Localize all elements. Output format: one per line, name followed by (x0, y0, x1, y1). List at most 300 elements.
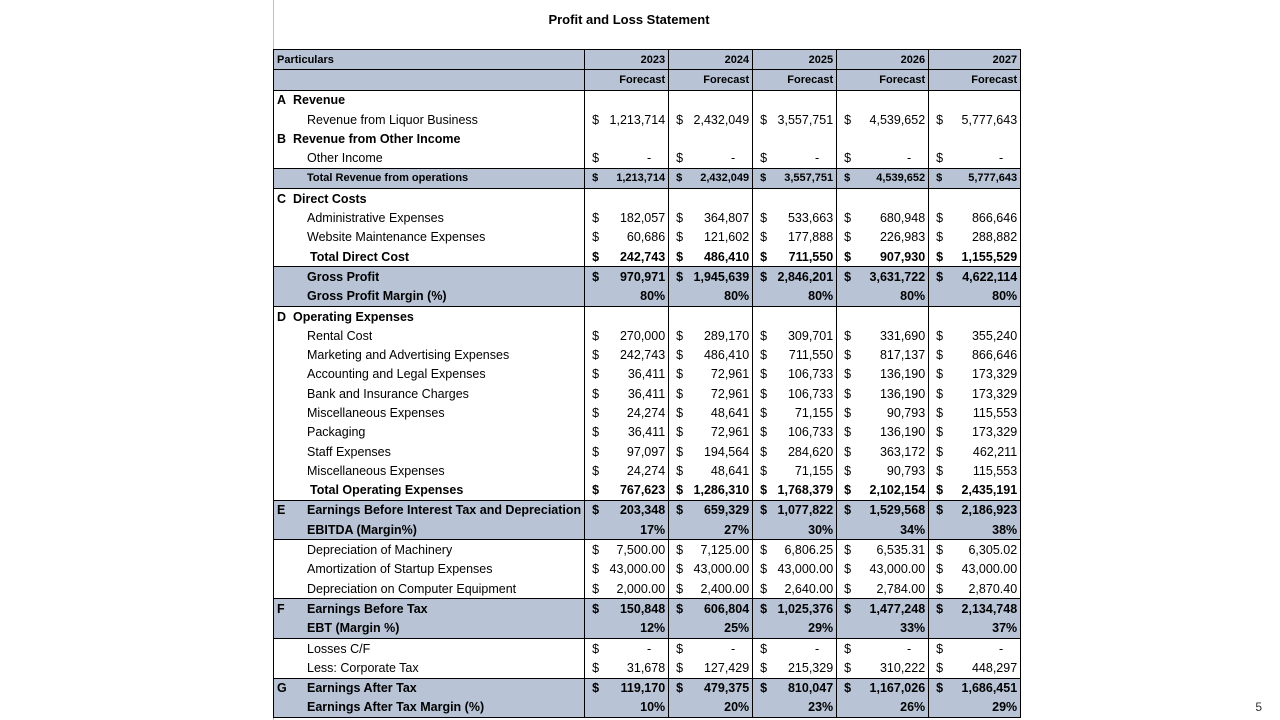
amount: 43,000.00 (777, 562, 834, 577)
header-row-years (274, 50, 1021, 70)
amount: 43,000.00 (961, 562, 1018, 577)
row-label: Earnings After Tax (307, 681, 417, 696)
row-label: Miscellaneous Expenses (307, 405, 445, 420)
currency-symbol: $ (844, 112, 852, 127)
amount: 284,620 (787, 444, 834, 459)
header-blank (274, 70, 585, 90)
amount: 1,167,026 (869, 681, 926, 696)
value-cell (669, 90, 753, 110)
amount: 355,240 (971, 328, 1018, 343)
currency-symbol: $ (760, 641, 768, 656)
amount: 2,870.40 (968, 581, 1018, 596)
section-letter (277, 346, 291, 364)
section-letter (277, 365, 291, 383)
section-letter (277, 640, 291, 658)
amount: - (814, 151, 820, 166)
amount: 72,961 (710, 386, 750, 401)
section-letter (277, 404, 291, 422)
value-cell (669, 500, 753, 520)
amount: 2,432,049 (693, 112, 750, 127)
value-cell (837, 326, 929, 345)
currency-symbol: $ (760, 328, 768, 343)
value-cell (585, 365, 669, 384)
currency-symbol: $ (760, 230, 768, 245)
value-cell (929, 638, 1021, 658)
row-label-cell (274, 267, 585, 287)
value-cell (669, 540, 753, 560)
row-label-cell (274, 306, 585, 326)
table-row (274, 148, 1021, 168)
value-cell (929, 384, 1021, 403)
amount: 97,097 (626, 444, 666, 459)
amount: 606,804 (703, 601, 750, 616)
amount: 136,190 (879, 367, 926, 382)
value-cell: 23% (753, 698, 837, 718)
row-label: Earnings After Tax Margin (%) (307, 700, 485, 715)
section-letter (277, 169, 291, 187)
value-cell (837, 500, 929, 520)
value-cell: 37% (929, 619, 1021, 639)
currency-symbol: $ (592, 444, 600, 459)
row-label: Operating Expenses (293, 309, 414, 324)
amount: 177,888 (787, 230, 834, 245)
value-cell (753, 481, 837, 501)
amount: 817,137 (879, 348, 926, 363)
value-cell (585, 481, 669, 501)
table-row (274, 365, 1021, 384)
currency-symbol: $ (592, 483, 600, 498)
currency-symbol: $ (676, 405, 684, 420)
amount: 364,807 (703, 211, 750, 226)
amount: - (646, 151, 652, 166)
amount: 1,077,822 (777, 503, 834, 518)
value-cell (753, 326, 837, 345)
row-label: Gross Profit (307, 269, 380, 284)
currency-symbol: $ (676, 249, 684, 264)
currency-symbol: $ (760, 151, 768, 166)
header-forecast: Forecast (585, 70, 669, 90)
value-cell (929, 442, 1021, 461)
section-letter: E (277, 503, 286, 518)
currency-symbol: $ (760, 269, 768, 284)
amount: 3,557,751 (784, 172, 834, 185)
row-label-cell (274, 168, 585, 188)
value-cell (929, 560, 1021, 579)
amount: 4,539,652 (869, 112, 926, 127)
table-row (274, 403, 1021, 422)
value-cell (837, 442, 929, 461)
table-row (274, 442, 1021, 461)
value-cell (669, 403, 753, 422)
section-letter (277, 541, 291, 559)
value-cell (837, 461, 929, 480)
currency-symbol: $ (844, 681, 852, 696)
currency-symbol: $ (936, 249, 944, 264)
value-cell (929, 461, 1021, 480)
value-cell (753, 267, 837, 287)
section-letter (277, 268, 291, 286)
amount: 3,557,751 (777, 112, 834, 127)
currency-symbol: $ (760, 503, 768, 518)
value-cell (929, 129, 1021, 148)
currency-symbol: $ (844, 463, 852, 478)
amount: 115,553 (972, 405, 1018, 420)
amount: 226,983 (879, 230, 926, 245)
value-cell (669, 345, 753, 364)
currency-symbol: $ (936, 386, 944, 401)
currency-symbol: $ (760, 367, 768, 382)
table-row (274, 678, 1021, 698)
row-label: Total Operating Expenses (310, 483, 464, 498)
currency-symbol: $ (844, 660, 852, 675)
currency-symbol: $ (760, 660, 768, 675)
row-label-cell (274, 208, 585, 227)
currency-symbol: $ (592, 151, 600, 166)
value-cell (929, 678, 1021, 698)
currency-symbol: $ (592, 425, 600, 440)
row-label: Gross Profit Margin (%) (307, 289, 447, 304)
value-cell (585, 599, 669, 619)
amount: 43,000.00 (693, 562, 750, 577)
profit-loss-table (273, 49, 1021, 718)
value-cell: 30% (753, 520, 837, 540)
currency-symbol: $ (936, 444, 944, 459)
value-cell: 25% (669, 619, 753, 639)
value-cell (669, 168, 753, 188)
row-label-cell (274, 110, 585, 129)
value-cell (669, 306, 753, 326)
value-cell (753, 208, 837, 227)
value-cell (753, 129, 837, 148)
table-row (274, 384, 1021, 403)
currency-symbol: $ (936, 601, 944, 616)
row-label-cell (274, 560, 585, 579)
section-letter: A (277, 93, 287, 108)
row-label: Website Maintenance Expenses (307, 230, 486, 245)
row-label-cell (274, 365, 585, 384)
row-label-cell (274, 540, 585, 560)
amount: 36,411 (627, 367, 666, 382)
header-year: 2025 (753, 50, 837, 70)
value-cell (929, 481, 1021, 501)
value-cell (669, 148, 753, 168)
value-cell (753, 247, 837, 267)
currency-symbol: $ (760, 211, 768, 226)
value-cell (753, 345, 837, 364)
value-cell (929, 208, 1021, 227)
value-cell (585, 306, 669, 326)
value-cell (669, 678, 753, 698)
header-row-forecast (274, 70, 1021, 90)
row-label-cell (274, 461, 585, 480)
amount: 363,172 (879, 444, 926, 459)
currency-symbol: $ (844, 405, 852, 420)
value-cell (753, 638, 837, 658)
currency-symbol: $ (760, 386, 768, 401)
currency-symbol: $ (676, 641, 684, 656)
value-cell (929, 267, 1021, 287)
amount: 71,155 (794, 405, 834, 420)
value-cell (669, 110, 753, 129)
currency-symbol: $ (936, 211, 944, 226)
section-letter (277, 228, 291, 246)
table-row (274, 560, 1021, 579)
currency-symbol: $ (592, 386, 600, 401)
amount: 3,631,722 (869, 269, 926, 284)
amount: 173,329 (971, 386, 1018, 401)
currency-symbol: $ (936, 269, 944, 284)
value-cell: 20% (669, 698, 753, 718)
amount: 309,701 (787, 328, 834, 343)
table-row (274, 267, 1021, 287)
currency-symbol: $ (936, 367, 944, 382)
value-cell (753, 678, 837, 698)
currency-symbol: $ (844, 483, 852, 498)
value-cell (837, 247, 929, 267)
value-cell (837, 345, 929, 364)
amount: 448,297 (971, 660, 1018, 675)
value-cell (669, 442, 753, 461)
amount: 486,410 (703, 249, 750, 264)
value-cell (585, 267, 669, 287)
currency-symbol: $ (760, 483, 768, 498)
row-label: Revenue (293, 93, 346, 108)
table-row (274, 110, 1021, 129)
row-label: Miscellaneous Expenses (307, 463, 445, 478)
table-row (274, 189, 1021, 209)
value-cell (669, 247, 753, 267)
header-forecast: Forecast (929, 70, 1021, 90)
value-cell (753, 540, 837, 560)
value-cell: 17% (585, 520, 669, 540)
currency-symbol: $ (844, 367, 852, 382)
value-cell (837, 384, 929, 403)
section-letter (277, 462, 291, 480)
value-cell: 80% (669, 287, 753, 307)
value-cell (753, 461, 837, 480)
section-letter (277, 149, 291, 167)
section-letter (277, 698, 291, 716)
amount: 907,930 (879, 249, 926, 264)
currency-symbol: $ (844, 386, 852, 401)
amount: 1,686,451 (961, 681, 1018, 696)
row-label: Staff Expenses (307, 444, 391, 459)
value-cell (585, 384, 669, 403)
section-letter (277, 560, 291, 578)
currency-symbol: $ (936, 483, 944, 498)
table-row (274, 326, 1021, 345)
amount: 106,733 (787, 367, 834, 382)
currency-symbol: $ (592, 172, 599, 185)
table-row (274, 461, 1021, 480)
amount: 106,733 (787, 425, 834, 440)
currency-symbol: $ (676, 328, 684, 343)
row-label-cell (274, 638, 585, 658)
value-cell (929, 168, 1021, 188)
value-cell (837, 678, 929, 698)
row-label-cell (274, 228, 585, 247)
value-cell (929, 228, 1021, 247)
value-cell (669, 129, 753, 148)
currency-symbol: $ (592, 405, 600, 420)
table-row (274, 658, 1021, 678)
section-letter (277, 580, 291, 598)
amount: 2,186,923 (961, 503, 1018, 518)
value-cell (585, 579, 669, 599)
page-number: 5 (1255, 700, 1262, 714)
amount: 60,686 (626, 230, 666, 245)
value-cell (585, 442, 669, 461)
currency-symbol: $ (676, 503, 684, 518)
row-label-cell (274, 698, 585, 718)
table-row (274, 247, 1021, 267)
currency-symbol: $ (676, 543, 684, 558)
currency-symbol: $ (760, 681, 768, 696)
currency-symbol: $ (844, 444, 852, 459)
currency-symbol: $ (936, 463, 944, 478)
value-cell (585, 228, 669, 247)
row-label: Accounting and Legal Expenses (307, 367, 486, 382)
header-year: 2024 (669, 50, 753, 70)
amount: 2,435,191 (961, 483, 1018, 498)
value-cell (669, 461, 753, 480)
value-cell (669, 579, 753, 599)
value-cell (585, 326, 669, 345)
value-cell (585, 208, 669, 227)
currency-symbol: $ (936, 405, 944, 420)
row-label-cell (274, 658, 585, 678)
value-cell (669, 481, 753, 501)
row-label: Earnings Before Interest Tax and Depreciation (307, 503, 582, 518)
value-cell: 27% (669, 520, 753, 540)
table-row (274, 481, 1021, 501)
table-row (274, 129, 1021, 148)
currency-symbol: $ (592, 328, 600, 343)
value-cell (585, 403, 669, 422)
currency-symbol: $ (844, 641, 852, 656)
section-letter (277, 248, 291, 266)
row-label-cell (274, 247, 585, 267)
currency-symbol: $ (936, 641, 944, 656)
value-cell (837, 599, 929, 619)
amount: 115,553 (972, 463, 1018, 478)
value-cell (669, 560, 753, 579)
currency-symbol: $ (844, 543, 852, 558)
value-cell (837, 228, 929, 247)
currency-symbol: $ (760, 249, 768, 264)
value-cell (837, 638, 929, 658)
section-letter (277, 209, 291, 227)
currency-symbol: $ (936, 425, 944, 440)
row-label-cell (274, 189, 585, 209)
row-label: Packaging (307, 425, 366, 440)
table-row (274, 287, 1021, 307)
currency-symbol: $ (592, 601, 600, 616)
value-cell (837, 189, 929, 209)
currency-symbol: $ (676, 425, 684, 440)
currency-symbol: $ (592, 211, 600, 226)
currency-symbol: $ (844, 172, 851, 185)
table-row (274, 638, 1021, 658)
currency-symbol: $ (844, 211, 852, 226)
value-cell (669, 423, 753, 442)
value-cell (837, 560, 929, 579)
section-letter (277, 385, 291, 403)
amount: 194,564 (703, 444, 750, 459)
value-cell (837, 267, 929, 287)
value-cell (837, 148, 929, 168)
row-label: EBITDA (Margin%) (307, 522, 417, 537)
table-row (274, 619, 1021, 639)
currency-symbol: $ (936, 172, 943, 185)
value-cell (837, 403, 929, 422)
currency-symbol: $ (592, 581, 600, 596)
row-label: Less: Corporate Tax (307, 660, 419, 675)
value-cell (585, 423, 669, 442)
amount: 486,410 (703, 348, 750, 363)
currency-symbol: $ (676, 230, 684, 245)
currency-symbol: $ (676, 367, 684, 382)
table-row (274, 90, 1021, 110)
currency-symbol: $ (844, 503, 852, 518)
currency-symbol: $ (592, 543, 600, 558)
currency-symbol: $ (760, 601, 768, 616)
table-row (274, 599, 1021, 619)
currency-symbol: $ (844, 249, 852, 264)
currency-symbol: $ (676, 151, 684, 166)
value-cell (837, 110, 929, 129)
value-cell (753, 168, 837, 188)
value-cell (929, 500, 1021, 520)
value-cell (929, 658, 1021, 678)
value-cell: 26% (837, 698, 929, 718)
currency-symbol: $ (592, 112, 600, 127)
row-label-cell (274, 481, 585, 501)
currency-symbol: $ (936, 681, 944, 696)
currency-symbol: $ (760, 444, 768, 459)
amount: 6,806.25 (784, 543, 834, 558)
amount: 121,602 (703, 230, 750, 245)
amount: 36,411 (627, 386, 666, 401)
row-label-cell (274, 287, 585, 307)
amount: 203,348 (619, 503, 666, 518)
table-row (274, 423, 1021, 442)
currency-symbol: $ (760, 562, 768, 577)
row-label: Amortization of Startup Expenses (307, 562, 493, 577)
amount: 1,945,639 (693, 269, 750, 284)
row-label-cell (274, 129, 585, 148)
currency-symbol: $ (760, 581, 768, 596)
amount: 1,213,714 (609, 112, 666, 127)
value-cell: 10% (585, 698, 669, 718)
value-cell: 80% (929, 287, 1021, 307)
amount: 2,000.00 (616, 581, 666, 596)
value-cell (669, 228, 753, 247)
amount: 659,329 (703, 503, 750, 518)
section-letter: D (277, 309, 287, 324)
row-label: Bank and Insurance Charges (307, 386, 469, 401)
currency-symbol: $ (592, 681, 600, 696)
value-cell (837, 365, 929, 384)
amount: 90,793 (886, 463, 926, 478)
amount: 43,000.00 (869, 562, 926, 577)
table-row (274, 698, 1021, 718)
amount: 7,125.00 (700, 543, 750, 558)
section-letter: G (277, 681, 287, 696)
row-label-cell (274, 384, 585, 403)
currency-symbol: $ (676, 172, 683, 185)
amount: - (998, 641, 1004, 656)
